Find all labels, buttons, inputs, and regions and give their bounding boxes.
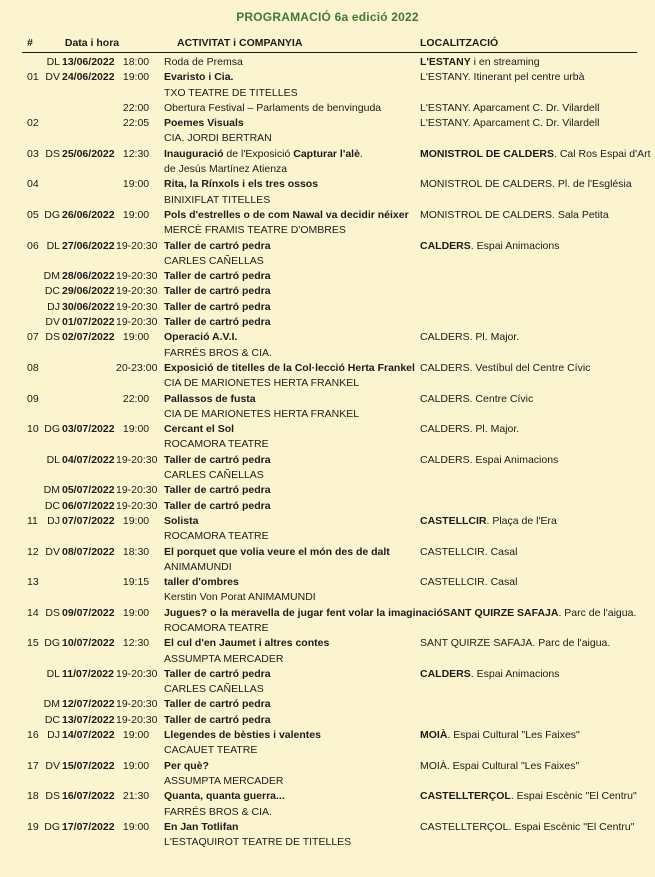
row-location: CALDERS. Pl. Major. xyxy=(420,423,520,436)
row-company-line xyxy=(22,805,637,820)
row-time: 19-20:30 xyxy=(116,316,158,329)
row-company: de Jesús Martínez Atienza xyxy=(164,163,288,176)
row-num: 10 xyxy=(27,423,39,436)
row-activity: En Jan Totlifan xyxy=(164,820,239,833)
row-time: 19-20:30 xyxy=(116,285,158,298)
programme-table xyxy=(22,37,651,850)
row-company: BINIXIFLAT TITELLES xyxy=(164,193,271,206)
row-day: DL xyxy=(46,667,60,680)
row-date: 03/07/2022 xyxy=(62,423,115,436)
row-num: 13 xyxy=(27,576,39,589)
row-time: 19-20:30 xyxy=(116,713,158,726)
row-company-line xyxy=(22,407,637,422)
row-company: CARLES CAÑELLAS xyxy=(164,683,264,696)
table-row xyxy=(22,453,637,484)
row-company: TXO TEATRE DE TITELLES xyxy=(164,86,298,99)
table-row xyxy=(22,728,637,759)
row-main-line xyxy=(22,116,637,131)
row-date: 30/06/2022 xyxy=(62,300,115,313)
row-company-line xyxy=(22,682,637,697)
row-company-line xyxy=(22,835,637,850)
row-main-line xyxy=(22,269,637,284)
row-num: 12 xyxy=(27,545,39,558)
row-main-line xyxy=(22,453,637,468)
row-num: 09 xyxy=(27,392,39,405)
row-time: 21:30 xyxy=(122,790,150,803)
row-main-line xyxy=(22,759,637,774)
row-time: 22:05 xyxy=(122,117,150,130)
row-day: DL xyxy=(46,239,60,252)
row-activity: Taller de cartró pedra xyxy=(164,499,271,512)
table-row xyxy=(22,116,637,147)
row-day: DV xyxy=(45,71,60,84)
row-company-line xyxy=(22,346,637,361)
row-time: 19:00 xyxy=(122,71,150,84)
table-row xyxy=(22,697,637,712)
row-activity: Taller de cartró pedra xyxy=(164,300,271,313)
row-date: 29/06/2022 xyxy=(62,285,115,298)
row-company: ROCAMORA TEATRE xyxy=(164,530,269,543)
table-row xyxy=(22,269,637,284)
row-main-line xyxy=(22,177,637,192)
row-company: CARLES CAÑELLAS xyxy=(164,254,264,267)
row-date: 12/07/2022 xyxy=(62,698,115,711)
row-time: 22:00 xyxy=(122,392,150,405)
row-activity: Taller de cartró pedra xyxy=(164,453,271,466)
row-num: 14 xyxy=(27,606,39,619)
row-activity: Exposició de titelles de la Col·lecció Herta Frankel xyxy=(164,361,415,374)
row-date: 05/07/2022 xyxy=(62,484,115,497)
column-header-num: # xyxy=(27,37,33,49)
table-row xyxy=(22,101,637,116)
row-date: 08/07/2022 xyxy=(62,545,115,558)
row-date: 13/07/2022 xyxy=(62,713,115,726)
row-num: 07 xyxy=(27,331,39,344)
row-time: 19:00 xyxy=(122,178,150,191)
row-time: 19:15 xyxy=(122,576,150,589)
row-company: ROCAMORA TEATRE xyxy=(164,438,269,451)
row-num: 17 xyxy=(27,759,39,772)
row-activity: Taller de cartró pedra xyxy=(164,285,271,298)
table-row xyxy=(22,545,637,576)
row-main-line xyxy=(22,697,637,712)
row-date: 11/07/2022 xyxy=(62,667,114,680)
row-date: 06/07/2022 xyxy=(62,499,115,512)
row-main-line xyxy=(22,392,637,407)
row-activity: Obertura Festival – Parlaments de benvinguda xyxy=(164,101,382,114)
row-time: 12:30 xyxy=(122,147,150,160)
row-main-line xyxy=(22,239,637,254)
row-day: DM xyxy=(43,270,60,283)
row-activity: Taller de cartró pedra xyxy=(164,316,271,329)
row-day: DJ xyxy=(47,514,60,527)
row-time: 18:00 xyxy=(122,56,150,68)
row-main-line xyxy=(22,101,637,116)
table-row xyxy=(22,483,637,498)
row-date: 09/07/2022 xyxy=(62,606,115,619)
row-activity: Evaristo i Cia. xyxy=(164,71,234,84)
row-day: DJ xyxy=(47,729,60,742)
table-row xyxy=(22,361,637,392)
row-company: ANIMAMUNDI xyxy=(164,560,232,573)
row-activity: El porquet que volia veure el món des de dalt xyxy=(164,545,390,558)
row-num: 08 xyxy=(27,361,39,374)
row-activity: Taller de cartró pedra xyxy=(164,484,271,497)
row-time: 19-20:30 xyxy=(116,698,158,711)
row-day: DM xyxy=(43,698,60,711)
row-company: CIA DE MARIONETES HERTA FRANKEL xyxy=(164,377,360,390)
column-header-activity: ACTIVITAT i COMPANYIA xyxy=(177,37,303,49)
row-location: SANT QUIRZE SAFAJA. Parc de l'aigua. xyxy=(442,606,637,619)
row-company-line xyxy=(22,621,637,636)
row-date: 16/07/2022 xyxy=(62,790,115,803)
row-num: 06 xyxy=(27,239,39,252)
table-row xyxy=(22,759,637,790)
row-num: 18 xyxy=(27,790,39,803)
row-time: 12:30 xyxy=(122,637,150,650)
row-date: 28/06/2022 xyxy=(62,270,115,283)
row-day: DC xyxy=(44,713,60,726)
row-day: DS xyxy=(45,331,60,344)
row-activity: Jugues? o la meravella de jugar fent volar la imaginació xyxy=(164,606,443,619)
row-date: 15/07/2022 xyxy=(62,759,115,772)
row-company: CACAUET TEATRE xyxy=(164,744,258,757)
row-main-line xyxy=(22,55,637,70)
row-main-line xyxy=(22,208,637,223)
row-activity: Taller de cartró pedra xyxy=(164,667,271,680)
row-time: 19:00 xyxy=(122,759,150,772)
row-main-line xyxy=(22,361,637,376)
row-activity: Llegendes de bèsties i valentes xyxy=(164,729,321,742)
row-company-line xyxy=(22,254,637,269)
row-num: 05 xyxy=(27,208,39,221)
row-company-line xyxy=(22,529,637,544)
row-num: 15 xyxy=(27,637,39,650)
row-company: CARLES CAÑELLAS xyxy=(164,469,264,482)
row-time: 18:30 xyxy=(122,545,150,558)
table-row xyxy=(22,606,637,637)
table-row xyxy=(22,820,637,851)
row-main-line xyxy=(22,514,637,529)
row-time: 19-20:30 xyxy=(116,300,158,313)
row-company-line xyxy=(22,193,637,208)
row-company-line xyxy=(22,86,637,101)
page-title: PROGRAMACIÓ 6a edició 2022 xyxy=(236,10,419,24)
row-company-line xyxy=(22,223,637,238)
row-location: L'ESTANY. Aparcament C. Dr. Vilardell xyxy=(420,117,600,130)
row-main-line xyxy=(22,789,637,804)
table-row xyxy=(22,499,637,514)
row-date: 17/07/2022 xyxy=(62,820,115,833)
row-company-line xyxy=(22,652,637,667)
row-num: 16 xyxy=(27,729,39,742)
row-day: DC xyxy=(44,499,60,512)
table-row xyxy=(22,239,637,270)
table-row xyxy=(22,330,637,361)
row-main-line xyxy=(22,315,637,330)
row-location: MONISTROL DE CALDERS. Pl. de l'Església xyxy=(420,178,632,191)
row-day: DV xyxy=(45,316,60,329)
column-header-datetime: Data i hora xyxy=(64,37,120,49)
table-row xyxy=(22,514,637,545)
row-activity: Taller de cartró pedra xyxy=(164,239,271,252)
row-time: 19:00 xyxy=(122,423,150,436)
row-company-line xyxy=(22,560,637,575)
row-time: 19-20:30 xyxy=(116,270,158,283)
row-company-line xyxy=(22,743,637,758)
row-activity: Pallassos de fusta xyxy=(164,392,256,405)
row-location: CALDERS. Espai Animacions xyxy=(420,239,560,252)
row-main-line xyxy=(22,330,637,345)
row-day: DG xyxy=(44,423,60,436)
row-date: 02/07/2022 xyxy=(62,331,115,344)
row-company-line xyxy=(22,162,637,177)
row-location: MONISTROL DE CALDERS. Cal Ros Espai d'Art xyxy=(420,147,651,160)
row-company: L'ESTAQUIROT TEATRE DE TITELLES xyxy=(164,836,352,849)
row-time: 19:00 xyxy=(122,606,150,619)
row-activity: Rita, la Rínxols i els tres ossos xyxy=(164,178,319,191)
row-num: 02 xyxy=(27,117,39,130)
row-num: 11 xyxy=(27,514,38,527)
row-time: 20-23:00 xyxy=(116,361,158,374)
table-row xyxy=(22,284,637,299)
row-time: 19-20:30 xyxy=(116,484,158,497)
row-date: 14/07/2022 xyxy=(62,729,115,742)
row-day: DS xyxy=(45,790,60,803)
row-date: 13/06/2022 xyxy=(62,56,115,68)
row-main-line xyxy=(22,606,637,621)
row-day: DL xyxy=(46,56,60,68)
row-company: CIA DE MARIONETES HERTA FRANKEL xyxy=(164,407,360,420)
row-date: 26/06/2022 xyxy=(62,208,115,221)
row-company-line xyxy=(22,437,637,452)
table-row xyxy=(22,208,637,239)
row-time: 19-20:30 xyxy=(116,667,158,680)
row-time: 19-20:30 xyxy=(116,239,158,252)
row-location: L'ESTANY. Itinerant pel centre urbà xyxy=(420,71,585,84)
row-location: CASTELLCIR. Casal xyxy=(420,545,518,558)
row-day: DS xyxy=(45,606,60,619)
row-date: 07/07/2022 xyxy=(62,514,115,527)
table-row xyxy=(22,300,637,315)
row-main-line xyxy=(22,147,651,162)
row-company: FARRÉS BROS & CIA. xyxy=(164,346,272,359)
row-location: SANT QUIRZE SAFAJA. Parc de l'aigua. xyxy=(420,637,611,650)
table-row xyxy=(22,422,637,453)
row-main-line xyxy=(22,70,637,85)
row-day: DG xyxy=(44,637,60,650)
row-company: FARRÉS BROS & CIA. xyxy=(164,805,272,818)
row-time: 19-20:30 xyxy=(116,499,158,512)
row-location: CALDERS. Espai Animacions xyxy=(420,667,560,680)
row-company-line xyxy=(22,468,637,483)
row-activity: El cul d'en Jaumet i altres contes xyxy=(164,637,330,650)
row-location: CASTELLCIR. Plaça de l'Era xyxy=(420,514,557,527)
row-time: 19:00 xyxy=(122,514,150,527)
row-day: DG xyxy=(44,820,60,833)
row-day: DV xyxy=(45,545,60,558)
row-location: CALDERS. Pl. Major. xyxy=(420,331,520,344)
row-activity: Taller de cartró pedra xyxy=(164,270,271,283)
row-activity: Operació A.V.I. xyxy=(164,331,238,344)
row-day: DV xyxy=(45,759,60,772)
row-activity: Taller de cartró pedra xyxy=(164,698,271,711)
table-row xyxy=(22,177,637,208)
row-location: CASTELLTERÇOL. Espai Escènic "El Centru" xyxy=(420,820,635,833)
row-activity: Cercant el Sol xyxy=(164,423,235,436)
row-num: 01 xyxy=(27,71,39,84)
row-activity: Solista xyxy=(164,514,199,527)
row-day: DL xyxy=(46,453,60,466)
table-row xyxy=(22,392,637,423)
row-time: 19:00 xyxy=(122,729,150,742)
row-day: DG xyxy=(44,208,60,221)
row-location: CALDERS. Vestíbul del Centre Cívic xyxy=(420,361,591,374)
row-main-line xyxy=(22,422,637,437)
row-activity: Quanta, quanta guerra... xyxy=(164,790,285,803)
table-row xyxy=(22,636,637,667)
row-activity: Pols d'estrelles o de com Nawal va decidir néixer xyxy=(164,208,409,221)
table-row xyxy=(22,147,651,178)
row-activity: Poemes Visuals xyxy=(164,117,244,130)
row-main-line xyxy=(22,300,637,315)
table-row xyxy=(22,55,637,70)
table-row xyxy=(22,315,637,330)
table-body xyxy=(22,53,651,850)
row-date: 27/06/2022 xyxy=(62,239,115,252)
row-date: 24/06/2022 xyxy=(62,71,115,84)
row-location: L'ESTANY i en streaming xyxy=(420,56,540,68)
row-date: 04/07/2022 xyxy=(62,453,115,466)
row-activity: Inauguració de l'Exposició Capturar l'alè. xyxy=(164,147,363,160)
row-location: L'ESTANY. Aparcament C. Dr. Vilardell xyxy=(420,101,600,114)
row-time: 19:00 xyxy=(122,331,150,344)
row-location: MOIÀ. Espai Cultural "Les Faixes" xyxy=(420,729,580,742)
row-activity: Roda de Premsa xyxy=(164,56,243,68)
table-row xyxy=(22,713,637,728)
row-main-line xyxy=(22,667,637,682)
row-main-line xyxy=(22,575,637,590)
row-day: DS xyxy=(45,147,60,160)
row-day: DC xyxy=(44,285,60,298)
column-header-location: LOCALITZACIÓ xyxy=(420,37,499,49)
row-location: MONISTROL DE CALDERS. Sala Petita xyxy=(420,208,609,221)
row-main-line xyxy=(22,636,637,651)
table-row xyxy=(22,667,637,698)
row-num: 04 xyxy=(27,178,39,191)
row-time: 22:00 xyxy=(122,101,150,114)
row-activity: Per què? xyxy=(164,759,209,772)
table-row xyxy=(22,575,637,606)
row-day: DM xyxy=(43,484,60,497)
row-location: CASTELLCIR. Casal xyxy=(420,576,518,589)
row-day: DJ xyxy=(47,300,60,313)
row-company: MERCÈ FRAMIS TEATRE D'OMBRES xyxy=(164,224,346,237)
row-date: 25/06/2022 xyxy=(62,147,115,160)
row-main-line xyxy=(22,284,637,299)
row-main-line xyxy=(22,483,637,498)
row-activity: Taller de cartró pedra xyxy=(164,713,271,726)
row-main-line xyxy=(22,713,637,728)
table-row xyxy=(22,70,637,101)
row-location: CASTELLTERÇOL. Espai Escènic "El Centru" xyxy=(420,790,637,803)
row-activity: taller d'ombres xyxy=(164,576,239,589)
row-company-line xyxy=(22,376,637,391)
row-company: Kerstin Von Porat ANIMAMUNDI xyxy=(164,591,316,604)
row-company-line xyxy=(22,590,637,605)
row-company-line xyxy=(22,774,637,789)
row-main-line xyxy=(22,499,637,514)
row-company: CIA. JORDI BERTRAN xyxy=(164,132,272,145)
row-time: 19:00 xyxy=(122,208,150,221)
row-company: ROCAMORA TEATRE xyxy=(164,621,269,634)
row-num: 03 xyxy=(27,147,39,160)
row-location: MOIÀ. Espai Cultural "Les Faixes" xyxy=(420,759,580,772)
row-date: 01/07/2022 xyxy=(62,316,115,329)
row-main-line xyxy=(22,545,637,560)
row-company: ASSUMPTA MERCADER xyxy=(164,774,284,787)
row-num: 19 xyxy=(27,820,39,833)
table-row xyxy=(22,789,637,820)
row-main-line xyxy=(22,728,637,743)
table-header-row xyxy=(22,37,637,53)
row-company-line xyxy=(22,131,637,146)
row-company: ASSUMPTA MERCADER xyxy=(164,652,284,665)
row-location: CALDERS. Centre Cívic xyxy=(420,392,534,405)
row-date: 10/07/2022 xyxy=(62,637,115,650)
row-location: CALDERS. Espai Animacions xyxy=(420,453,559,466)
row-time: 19:00 xyxy=(122,820,150,833)
row-time: 19-20:30 xyxy=(116,453,158,466)
row-main-line xyxy=(22,820,637,835)
